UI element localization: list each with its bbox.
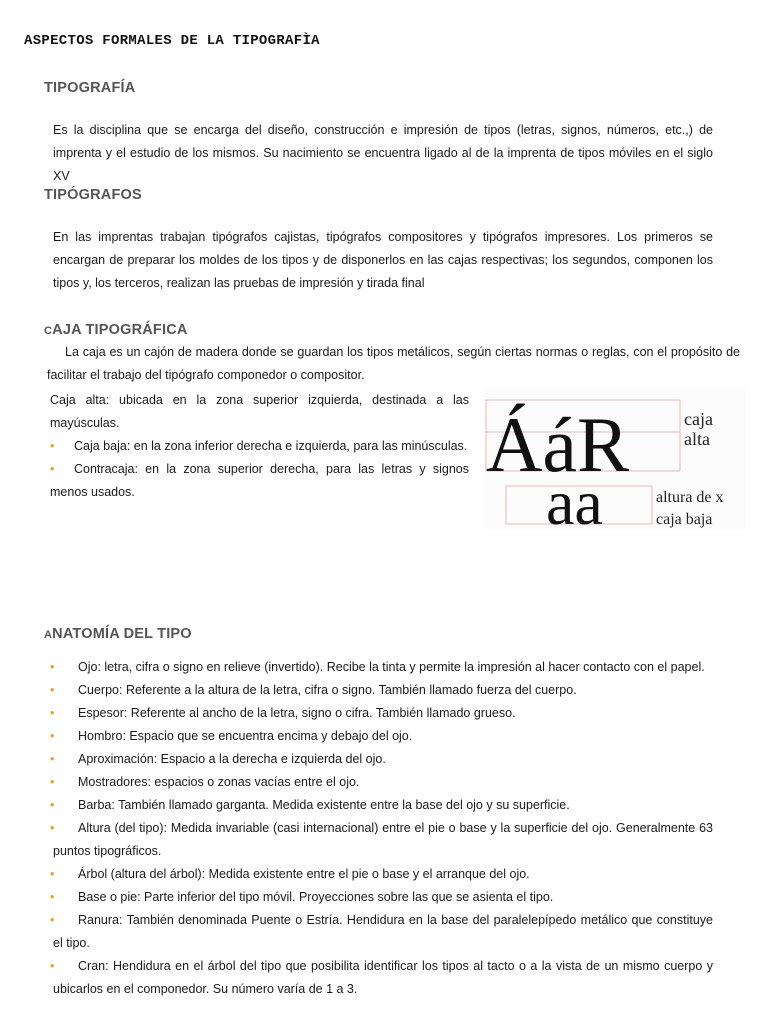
paragraph-caja-intro: La caja es un cajón de madera donde se guardan los tipos metálicos, según ciertas normas o reglas, con el propósito de facilitar el trabajo del tipógrafo componedor o compositor. <box>47 345 740 382</box>
list-item-text: Cran: Hendidura en el árbol del tipo que posibilita identificar los tipos al tacto o a la vista de un mismo cuerpo y ubicarlos en el componedor. Su número varía de 1 a 3. <box>53 959 713 996</box>
heading-caja-tipografica: CAJA TIPOGRÁFICA <box>44 322 188 338</box>
bullet-icon: • <box>50 729 55 743</box>
bullet-icon: • <box>50 959 55 973</box>
list-item-text: Mostradores: espacios o zonas vacías entre el ojo. <box>78 775 360 789</box>
bullet-icon: • <box>50 798 55 812</box>
anatomia-list <box>50 656 713 1001</box>
bullet-icon: • <box>50 683 55 697</box>
list-item <box>50 748 713 771</box>
bullet-icon: • <box>50 890 55 904</box>
caja-list <box>50 389 469 504</box>
bullet-icon: • <box>50 775 55 789</box>
list-item <box>50 817 713 863</box>
heading-tipografia: TIPOGRAFÍA <box>44 80 136 96</box>
list-item <box>50 656 713 679</box>
list-item <box>50 725 713 748</box>
list-item <box>50 771 713 794</box>
list-item: • Contracaja: en la zona superior derecha, para las letras y signos menos usados. <box>50 458 469 504</box>
heading-anatomia: ANATOMÍA DEL TIPO <box>44 626 192 642</box>
bullet-icon: • <box>50 821 55 835</box>
paragraph-tipografia: Es la disciplina que se encarga del diseño, construcción e impresión de tipos (letras, signos, números, etc.,) de imprenta y el estudio de los mismos. Su nacimiento se encuentra ligado al de la imprenta de tipos móviles en el siglo XV <box>53 123 713 183</box>
caja-alta-baja-figure <box>484 388 746 530</box>
bullet-icon: • <box>50 439 55 453</box>
bullet-icon: • <box>50 660 55 674</box>
list-item-text: Altura (del tipo): Medida invariable (casi internacional) entre el pie o base y la superficie del ojo. Generalmente 63 puntos tipográficos. <box>53 821 713 858</box>
list-item-text: Hombro: Espacio que se encuentra encima y debajo del ojo. <box>78 729 413 743</box>
list-item <box>50 702 713 725</box>
bullet-icon: • <box>50 462 55 476</box>
list-item <box>50 863 713 886</box>
list-item-text: Espesor: Referente al ancho de la letra, signo o cifra. También llamado grueso. <box>78 706 516 720</box>
list-item-text: Barba: También llamado garganta. Medida existente entre la base del ojo y su superficie. <box>78 798 570 812</box>
figure-label-caja-baja: caja baja <box>656 511 713 528</box>
list-item-text: Ojo: letra, cifra o signo en relieve (invertido). Recibe la tinta y permite la impresión al hacer contacto con el papel. <box>78 660 705 674</box>
bullet-icon: • <box>50 752 55 766</box>
figure-upper-glyphs: ÁáR <box>486 401 629 488</box>
bullet-icon: • <box>50 706 55 720</box>
document-title: ASPECTOS FORMALES DE LA TIPOGRAFÌA <box>24 33 320 49</box>
figure-lower-glyphs: aa <box>546 467 603 530</box>
list-item <box>50 679 713 702</box>
list-item <box>50 909 713 955</box>
bullet-icon: • <box>50 867 55 881</box>
list-item-text: Ranura: También denominada Puente o Estría. Hendidura en la base del paralelepípedo metálico que constituye el tipo. <box>53 913 713 950</box>
list-item <box>50 955 713 1001</box>
list-item: • Caja baja: en la zona inferior derecha e izquierda, para las minúsculas. <box>50 435 469 458</box>
paragraph-tipografos: En las imprentas trabajan tipógrafos cajistas, tipógrafos compositores y tipógrafos impresores. Los primeros se encargan de preparar los moldes de los tipos y de disponerlos en las cajas respectivas; los segundos, componen los tipos y, los terceros, realizan las pruebas de impresión y tirada final <box>53 230 713 290</box>
bullet-icon: • <box>50 913 55 927</box>
heading-tipografos: TIPÓGRAFOS <box>44 187 142 203</box>
list-item-text: Base o pie: Parte inferior del tipo móvil. Proyecciones sobre las que se asienta el tipo. <box>78 890 554 904</box>
list-item-text: Cuerpo: Referente a la altura de la letra, cifra o signo. También llamado fuerza del cuerpo. <box>78 683 577 697</box>
figure-label-alta: alta <box>684 429 710 449</box>
figure-label-altura-x: altura de x <box>656 489 724 506</box>
list-item-text: Aproximación: Espacio a la derecha e izquierda del ojo. <box>78 752 386 766</box>
list-item-text: Árbol (altura del árbol): Medida existente entre el pie o base y el arranque del ojo. <box>78 867 530 881</box>
list-item <box>50 794 713 817</box>
figure-label-caja: caja <box>684 409 713 429</box>
list-item <box>50 886 713 909</box>
list-item: Caja alta: ubicada en la zona superior izquierda, destinada a las mayúsculas. <box>50 393 469 430</box>
